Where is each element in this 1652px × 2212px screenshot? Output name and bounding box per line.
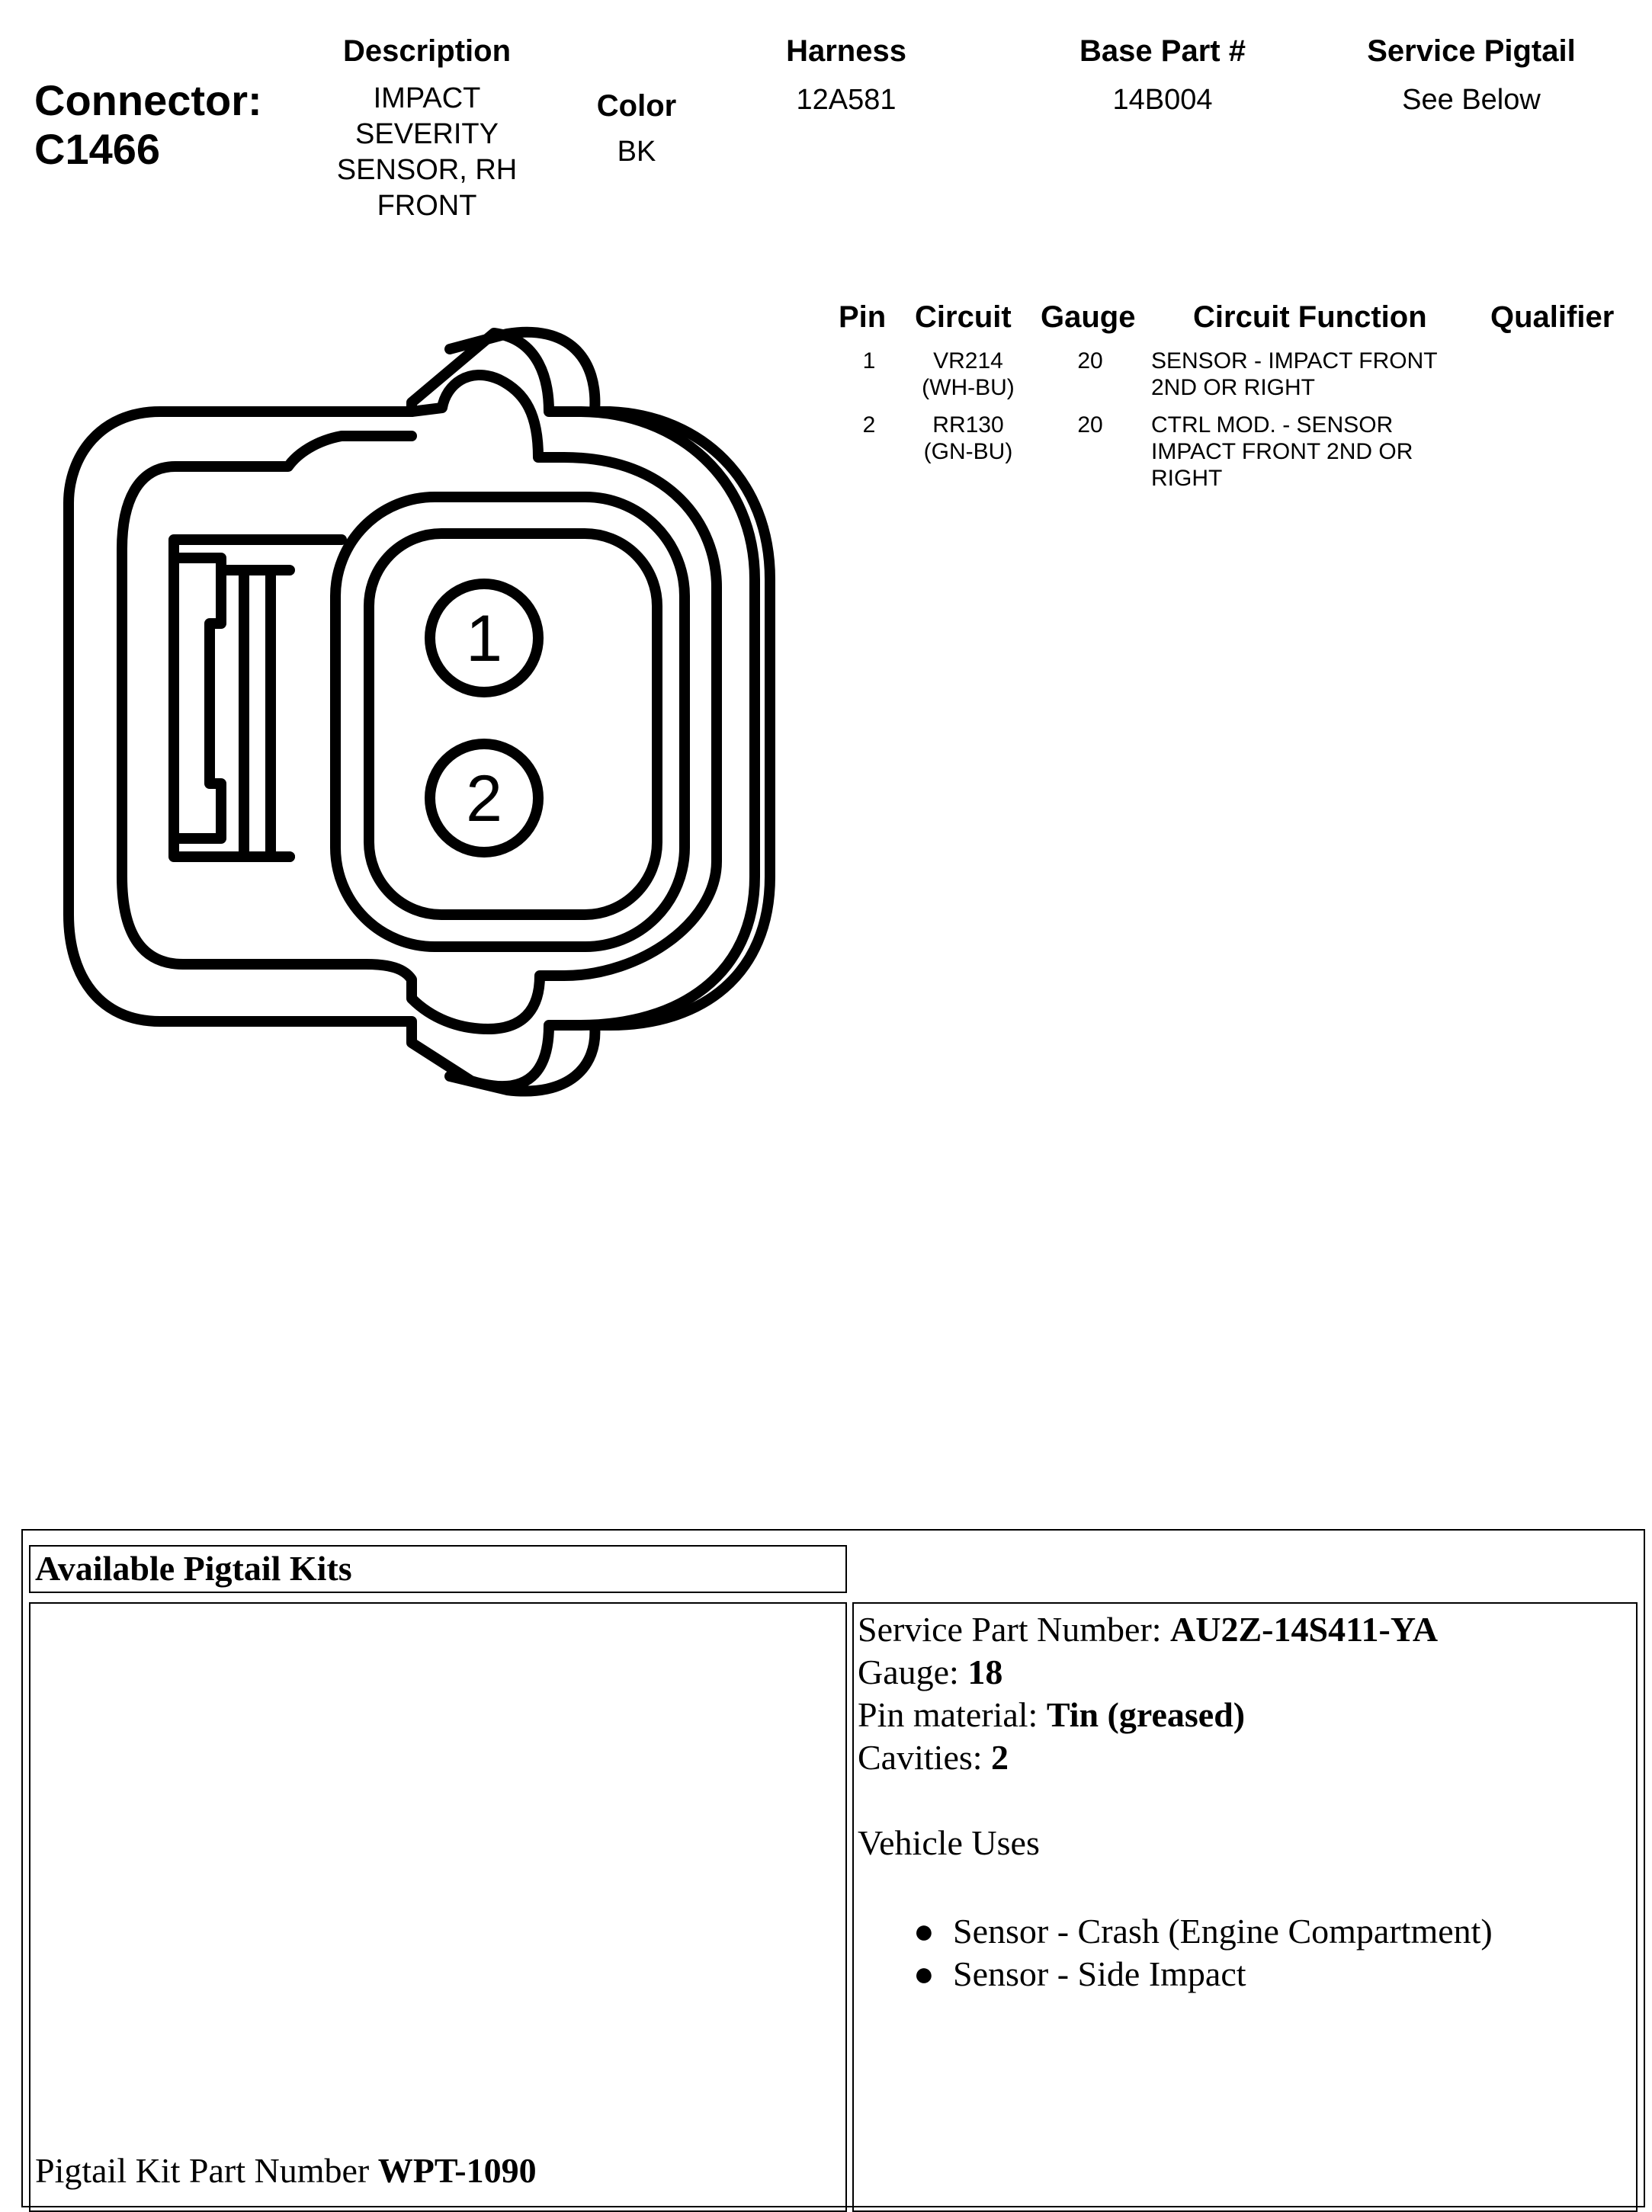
cavities-info (858, 1736, 1493, 1779)
description-line: SEVERITY (355, 118, 499, 150)
connector-label: Connector: (34, 76, 262, 124)
harness-value: 12A581 (796, 84, 897, 116)
pigtail-info (858, 1608, 1493, 1996)
description-value (305, 81, 549, 224)
table-row-2-pin: 2 (862, 412, 876, 438)
circuit-color: (WH-BU) (922, 375, 1015, 400)
circuit-color: (GN-BU) (923, 439, 1013, 464)
circuit-code: RR130 (932, 412, 1004, 438)
service-part-label: Service Part Number: (858, 1610, 1171, 1649)
pigtail-kits-title: Available Pigtail Kits (35, 1549, 352, 1588)
list-item (913, 1910, 1493, 1953)
pigtail-kits-title-cell (29, 1545, 847, 1593)
table-row-1-pin: 1 (862, 348, 876, 373)
description-line: SENSOR, RH (336, 154, 518, 186)
base-part-value: 14B004 (1112, 84, 1213, 116)
latch-slot (174, 540, 342, 857)
bullet-icon: ● (913, 1954, 935, 1993)
function-line: SENSOR - IMPACT FRONT (1151, 348, 1438, 373)
pigtail-kit-part-number (35, 2149, 537, 2192)
service-pigtail-value: See Below (1402, 84, 1541, 116)
gauge-header: Gauge (1041, 300, 1136, 334)
pigtail-info-cell (852, 1602, 1638, 2212)
kit-part-label: Pigtail Kit Part Number (35, 2151, 378, 2190)
circuit-code: VR214 (933, 348, 1003, 373)
table-row-1-circuit (907, 348, 1029, 401)
cavities-label: Cavities: (858, 1738, 992, 1777)
pin-material-info (858, 1694, 1493, 1736)
pin-header: Pin (839, 300, 887, 334)
qualifier-header: Qualifier (1490, 300, 1615, 334)
table-row-2-function (1151, 412, 1471, 492)
description-line: FRONT (377, 190, 477, 222)
service-pigtail-label: Service Pigtail (1367, 34, 1576, 68)
vehicle-use-text: Sensor - Crash (Engine Compartment) (953, 1912, 1493, 1951)
vehicle-uses-list (913, 1910, 1493, 1996)
service-part-value: AU2Z-14S411-YA (1170, 1610, 1439, 1649)
connector-title (34, 76, 262, 174)
gauge-value: 18 (967, 1653, 1003, 1691)
pin-material-label: Pin material: (858, 1695, 1047, 1734)
circuit-function-header: Circuit Function (1193, 300, 1427, 334)
list-item (913, 1953, 1493, 1996)
circuit-header: Circuit (915, 300, 1012, 334)
bullet-icon: ● (913, 1912, 935, 1951)
kit-part-value: WPT-1090 (377, 2151, 537, 2190)
pin-1-label: 1 (466, 602, 502, 675)
table-row-1-function (1151, 348, 1471, 401)
gauge-label: Gauge: (858, 1653, 968, 1691)
cavities-value: 2 (991, 1738, 1009, 1777)
function-line: IMPACT FRONT 2ND OR (1151, 439, 1413, 464)
gauge-info (858, 1651, 1493, 1694)
description-label: Description (342, 34, 512, 68)
pigtail-image-cell (29, 1602, 847, 2212)
function-line: 2ND OR RIGHT (1151, 375, 1316, 400)
table-row-2-circuit (907, 412, 1029, 465)
pin-material-value: Tin (greased) (1046, 1695, 1246, 1734)
connector-id: C1466 (34, 125, 161, 173)
pin-2-label: 2 (466, 762, 502, 835)
latch-tab (174, 558, 221, 838)
function-line: CTRL MOD. - SENSOR (1151, 412, 1394, 438)
color-label: Color (596, 89, 677, 123)
vehicle-uses-label: Vehicle Uses (858, 1823, 1040, 1862)
connector-face-diagram (53, 320, 800, 1113)
service-part-number (858, 1608, 1493, 1651)
table-row-2-gauge: 20 (1077, 412, 1103, 438)
harness-label: Harness (786, 34, 906, 68)
color-value: BK (617, 136, 656, 168)
vehicle-use-text: Sensor - Side Impact (953, 1954, 1246, 1993)
description-line: IMPACT (373, 82, 481, 114)
table-row-1-gauge: 20 (1077, 348, 1103, 373)
function-line: RIGHT (1151, 466, 1223, 491)
base-part-label: Base Part # (1079, 34, 1246, 68)
